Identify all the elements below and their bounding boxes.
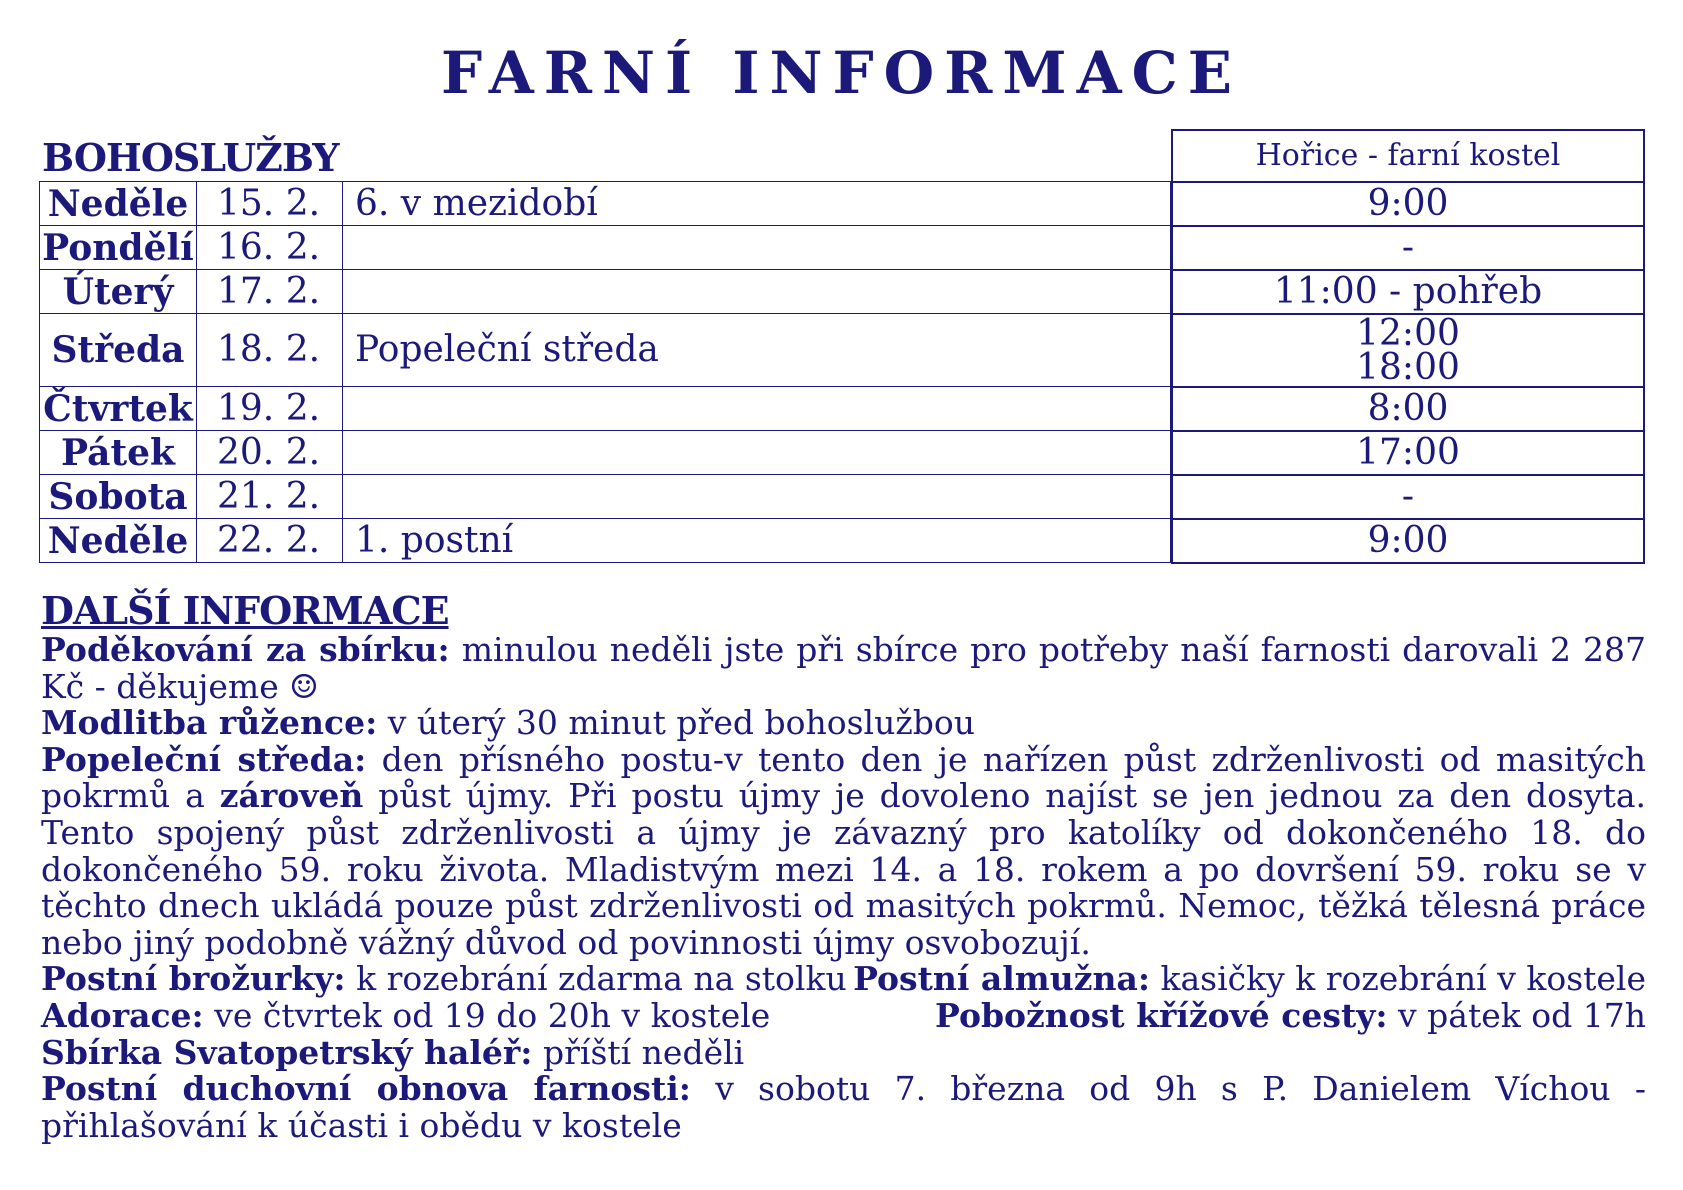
ash-paragraph (41, 739, 1646, 962)
times-table (1171, 129, 1645, 564)
alms-item (853, 961, 1646, 998)
day-cell: Pátek (40, 431, 197, 475)
info-heading: DALŠÍ INFORMACE (41, 588, 449, 633)
thanks-text: minulou neděli jste při sbírce pro potřeby naší farnosti darovali 2 287 Kč - děkujeme ☺ (41, 630, 1647, 706)
peter-text: příští neděli (532, 1032, 745, 1072)
cross-text: v pátek od 17h (1387, 995, 1646, 1035)
table-row (40, 475, 1171, 519)
day-cell: Úterý (40, 270, 197, 314)
retreat-label: Postní duchovní obnova farnosti: (41, 1069, 691, 1109)
ash-label: Popeleční středa: (41, 739, 367, 779)
ash-emphasis: zároveň (219, 776, 364, 816)
day-cell: Pondělí (40, 226, 197, 270)
note-cell (343, 431, 1171, 475)
table-row (40, 270, 1171, 314)
booklets-label: Postní brožurky: (41, 959, 346, 999)
day-cell: Sobota (40, 475, 197, 519)
peter-label: Sbírka Svatopetrský haléř: (41, 1032, 533, 1072)
note-cell (343, 270, 1171, 314)
time-cell: - (1172, 475, 1644, 519)
adoration-label: Adorace: (41, 995, 204, 1035)
booklets-text: k rozebrání zdarma na stolku (345, 959, 847, 999)
note-cell (343, 475, 1171, 519)
table-row (40, 182, 1171, 226)
adoration-text: ve čtvrtek od 19 do 20h v kostele (203, 995, 771, 1035)
time-cell: - (1172, 226, 1644, 270)
alms-label: Postní almužna: (853, 959, 1151, 999)
services-heading: BOHOSLUŽBY (42, 135, 339, 180)
ash-text: den přísného postu-v tento den je nařízen půst zdrženlivosti od masitých pokrmů a (41, 739, 1646, 816)
page-title: FARNÍ INFORMACE (441, 39, 1242, 107)
booklets-alms-row (41, 961, 1646, 998)
cross-item (935, 995, 1646, 1035)
date-cell: 15. 2. (197, 182, 343, 226)
date-cell: 18. 2. (197, 314, 343, 387)
rosary-text: v úterý 30 minut před bohoslužbou (377, 703, 975, 743)
time-cell: 9:00 (1172, 182, 1644, 226)
date-cell: 17. 2. (197, 270, 343, 314)
date-cell: 19. 2. (197, 387, 343, 431)
rosary-label: Modlitba růžence: (41, 703, 378, 743)
cross-label: Pobožnost křížové cesty: (935, 995, 1388, 1035)
time-cell: 8:00 (1172, 387, 1644, 431)
thanks-label: Poděkování za sbírku: (41, 630, 450, 669)
table-row (40, 431, 1171, 475)
note-cell: Popeleční středa (343, 314, 1171, 387)
note-cell: 1. postní (343, 519, 1171, 563)
note-cell (343, 387, 1171, 431)
day-cell: Neděle (40, 519, 197, 563)
adoration-cross-row (41, 995, 1646, 1035)
alms-text: kasičky k rozebrání v kostele (1150, 959, 1646, 999)
ash-text-cont: půst újmy. Při postu újmy je dovoleno najíst se jen jednou za den dosyta. Tento spojený půst zdrženlivosti a újmy je závazný pro katolíky od dokončeného 18. do dokončeného 59. roku života. Mladistvým mezi 14. a 18. rokem a po dovršení 59. roku se v těchto dnech ukládá pouze půst zdrženlivosti od masitých pokrmů. Nemoc, těžká tělesná práce nebo jiný podobně vážný důvod od povinnosti újmy osvobozují. (41, 776, 1646, 962)
table-row (40, 387, 1171, 431)
services-table (39, 181, 1171, 563)
time-line: 18:00 (1356, 346, 1460, 388)
day-cell: Neděle (40, 182, 197, 226)
retreat-text: v sobotu 7. března od 9h s P. Danielem Víchou - přihlašování k účasti i obědu v kostele (41, 1069, 1646, 1145)
retreat-paragraph (41, 1071, 1646, 1144)
date-cell: 22. 2. (197, 519, 343, 563)
thanks-paragraph (41, 632, 1646, 705)
table-row (40, 226, 1171, 270)
time-line: 12:00 (1356, 312, 1460, 354)
table-row (40, 519, 1171, 563)
time-cell: 9:00 (1172, 519, 1644, 563)
time-cell (1172, 314, 1644, 387)
note-cell: 6. v mezidobí (343, 182, 1171, 226)
date-cell: 20. 2. (197, 431, 343, 475)
time-cell: 17:00 (1172, 431, 1644, 475)
location-header: Hořice - farní kostel (1172, 130, 1644, 182)
time-cell: 11:00 - pohřeb (1172, 270, 1644, 314)
note-cell (343, 226, 1171, 270)
date-cell: 21. 2. (197, 475, 343, 519)
info-section (41, 590, 1646, 1144)
adoration-item (41, 995, 771, 1035)
day-cell: Středa (40, 314, 197, 387)
booklets-item (41, 961, 847, 998)
peter-paragraph (41, 1032, 1646, 1072)
date-cell: 16. 2. (197, 226, 343, 270)
rosary-paragraph (41, 705, 1646, 742)
day-cell: Čtvrtek (40, 387, 197, 431)
table-row (40, 314, 1171, 387)
